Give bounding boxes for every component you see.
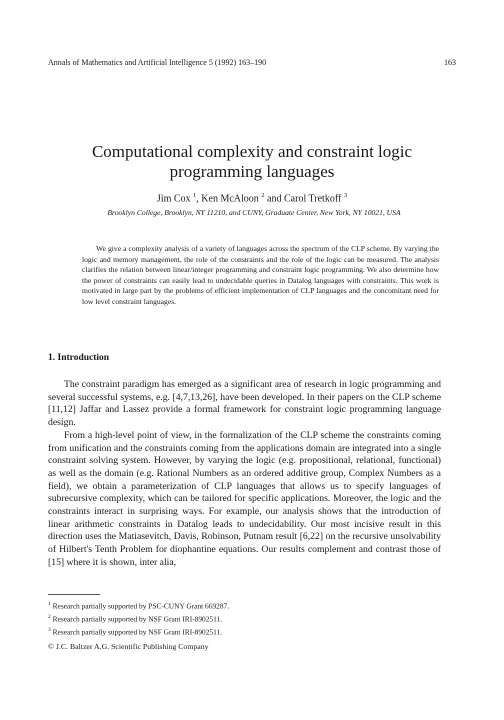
title-line-1: Computational complexity and constraint logic xyxy=(91,142,413,161)
footnote-mark: 1 xyxy=(48,601,51,607)
title-line-2: programming languages xyxy=(169,162,335,181)
journal-citation: Annals of Mathematics and Artificial Intelligence 5 (1992) 163–190 xyxy=(48,58,267,67)
footnote-mark: 3 xyxy=(48,626,51,633)
paragraph: The constraint paradigm has emerged as a significant area of research in logic programming and several successful systems, e.g. [4,7,13,26], have been developed. In their papers on the CLP scheme [11,12] Jaffar and Lassez provide a formal framework for constraint logic programming language design. xyxy=(48,379,441,429)
body-text xyxy=(48,379,441,570)
page-number: 163 xyxy=(444,58,456,67)
author-3-footnote-mark: 3 xyxy=(343,192,348,199)
abstract: We give a complexity analysis of a variety of languages across the spectrum of the CLP scheme. By varying the logic and memory management, the role of the constraints and the role of the logic can be measured. The analysis clarifies the relation between linear/integer programming and constraint logic programming. We also determine how the power of constraints can easily lead to undecidable queries in Datalog languages with constraints. This work is motivated in large part by the problems of efficient implementation of CLP languages and the concomitant need for low level constraint languages. xyxy=(82,244,439,306)
author-list: Jim Cox $^1$, Ken McAloon $^2$ and Carol Tretkoff $^3$ xyxy=(156,192,348,205)
author-1: Jim Cox xyxy=(156,193,191,205)
paper-title xyxy=(40,142,464,182)
footnotes xyxy=(48,599,441,637)
footnote-mark: 2 xyxy=(48,613,51,620)
affiliation: Brooklyn College, Brooklyn, NY 11210, and CUNY, Graduate Center, New York, NY 10021, USA xyxy=(107,208,401,217)
author-3: Carol Tretkoff xyxy=(284,193,342,205)
footnote-text: Research partially supported by PSC-CUNY Grant 669287. xyxy=(52,601,230,611)
author-conjunction: and xyxy=(267,193,282,205)
footnote-text: Research partially supported by NSF Grant IRI-8902511. xyxy=(52,614,223,624)
footnote-text: Research partially supported by NSF Grant IRI-8902511. xyxy=(52,627,223,636)
section-heading: 1. Introduction xyxy=(48,353,110,363)
paragraph: From a high-level point of view, in the formalization of the CLP scheme the constraints coming from unification and the constraints coming from the applications domain are integrated into a single constraint solving system. However, by varying the logic (e.g. propositional, relational, functional) as well as the domain (e.g. Rational Numbers as an ordered additive group, Complex Numbers as a field), we obtain a parameterization of CLP languages that allows us to specify languages of subrecursive complexity, which can be tailored for specific applications. Moreover, the logic and the constraints interact in surprising ways. For example, our analysis shows that the introduction of linear arithmetic constraints in Datalog leads to undecidability. Our most incisive result in this direction uses the Matiasevitch, Davis, Robinson, Putnam result [6,22] on the recursive unsolvability of Hilbert's Tenth Problem for diophantine equations. Our results complement and contrast those of [15] where it is shown, inter alia, xyxy=(48,429,441,568)
author-2: Ken McAloon xyxy=(201,193,259,205)
footnote-divider xyxy=(48,594,100,595)
footnote xyxy=(48,612,441,625)
running-head xyxy=(48,57,456,69)
copyright-notice: © J.C. Baltzer A.G. Scientific Publishing Company xyxy=(48,642,209,651)
footnote xyxy=(48,625,441,638)
footnote xyxy=(48,599,441,612)
author-1-footnote-mark: 1 xyxy=(193,192,197,199)
author-2-footnote-mark: 2 xyxy=(261,192,265,199)
